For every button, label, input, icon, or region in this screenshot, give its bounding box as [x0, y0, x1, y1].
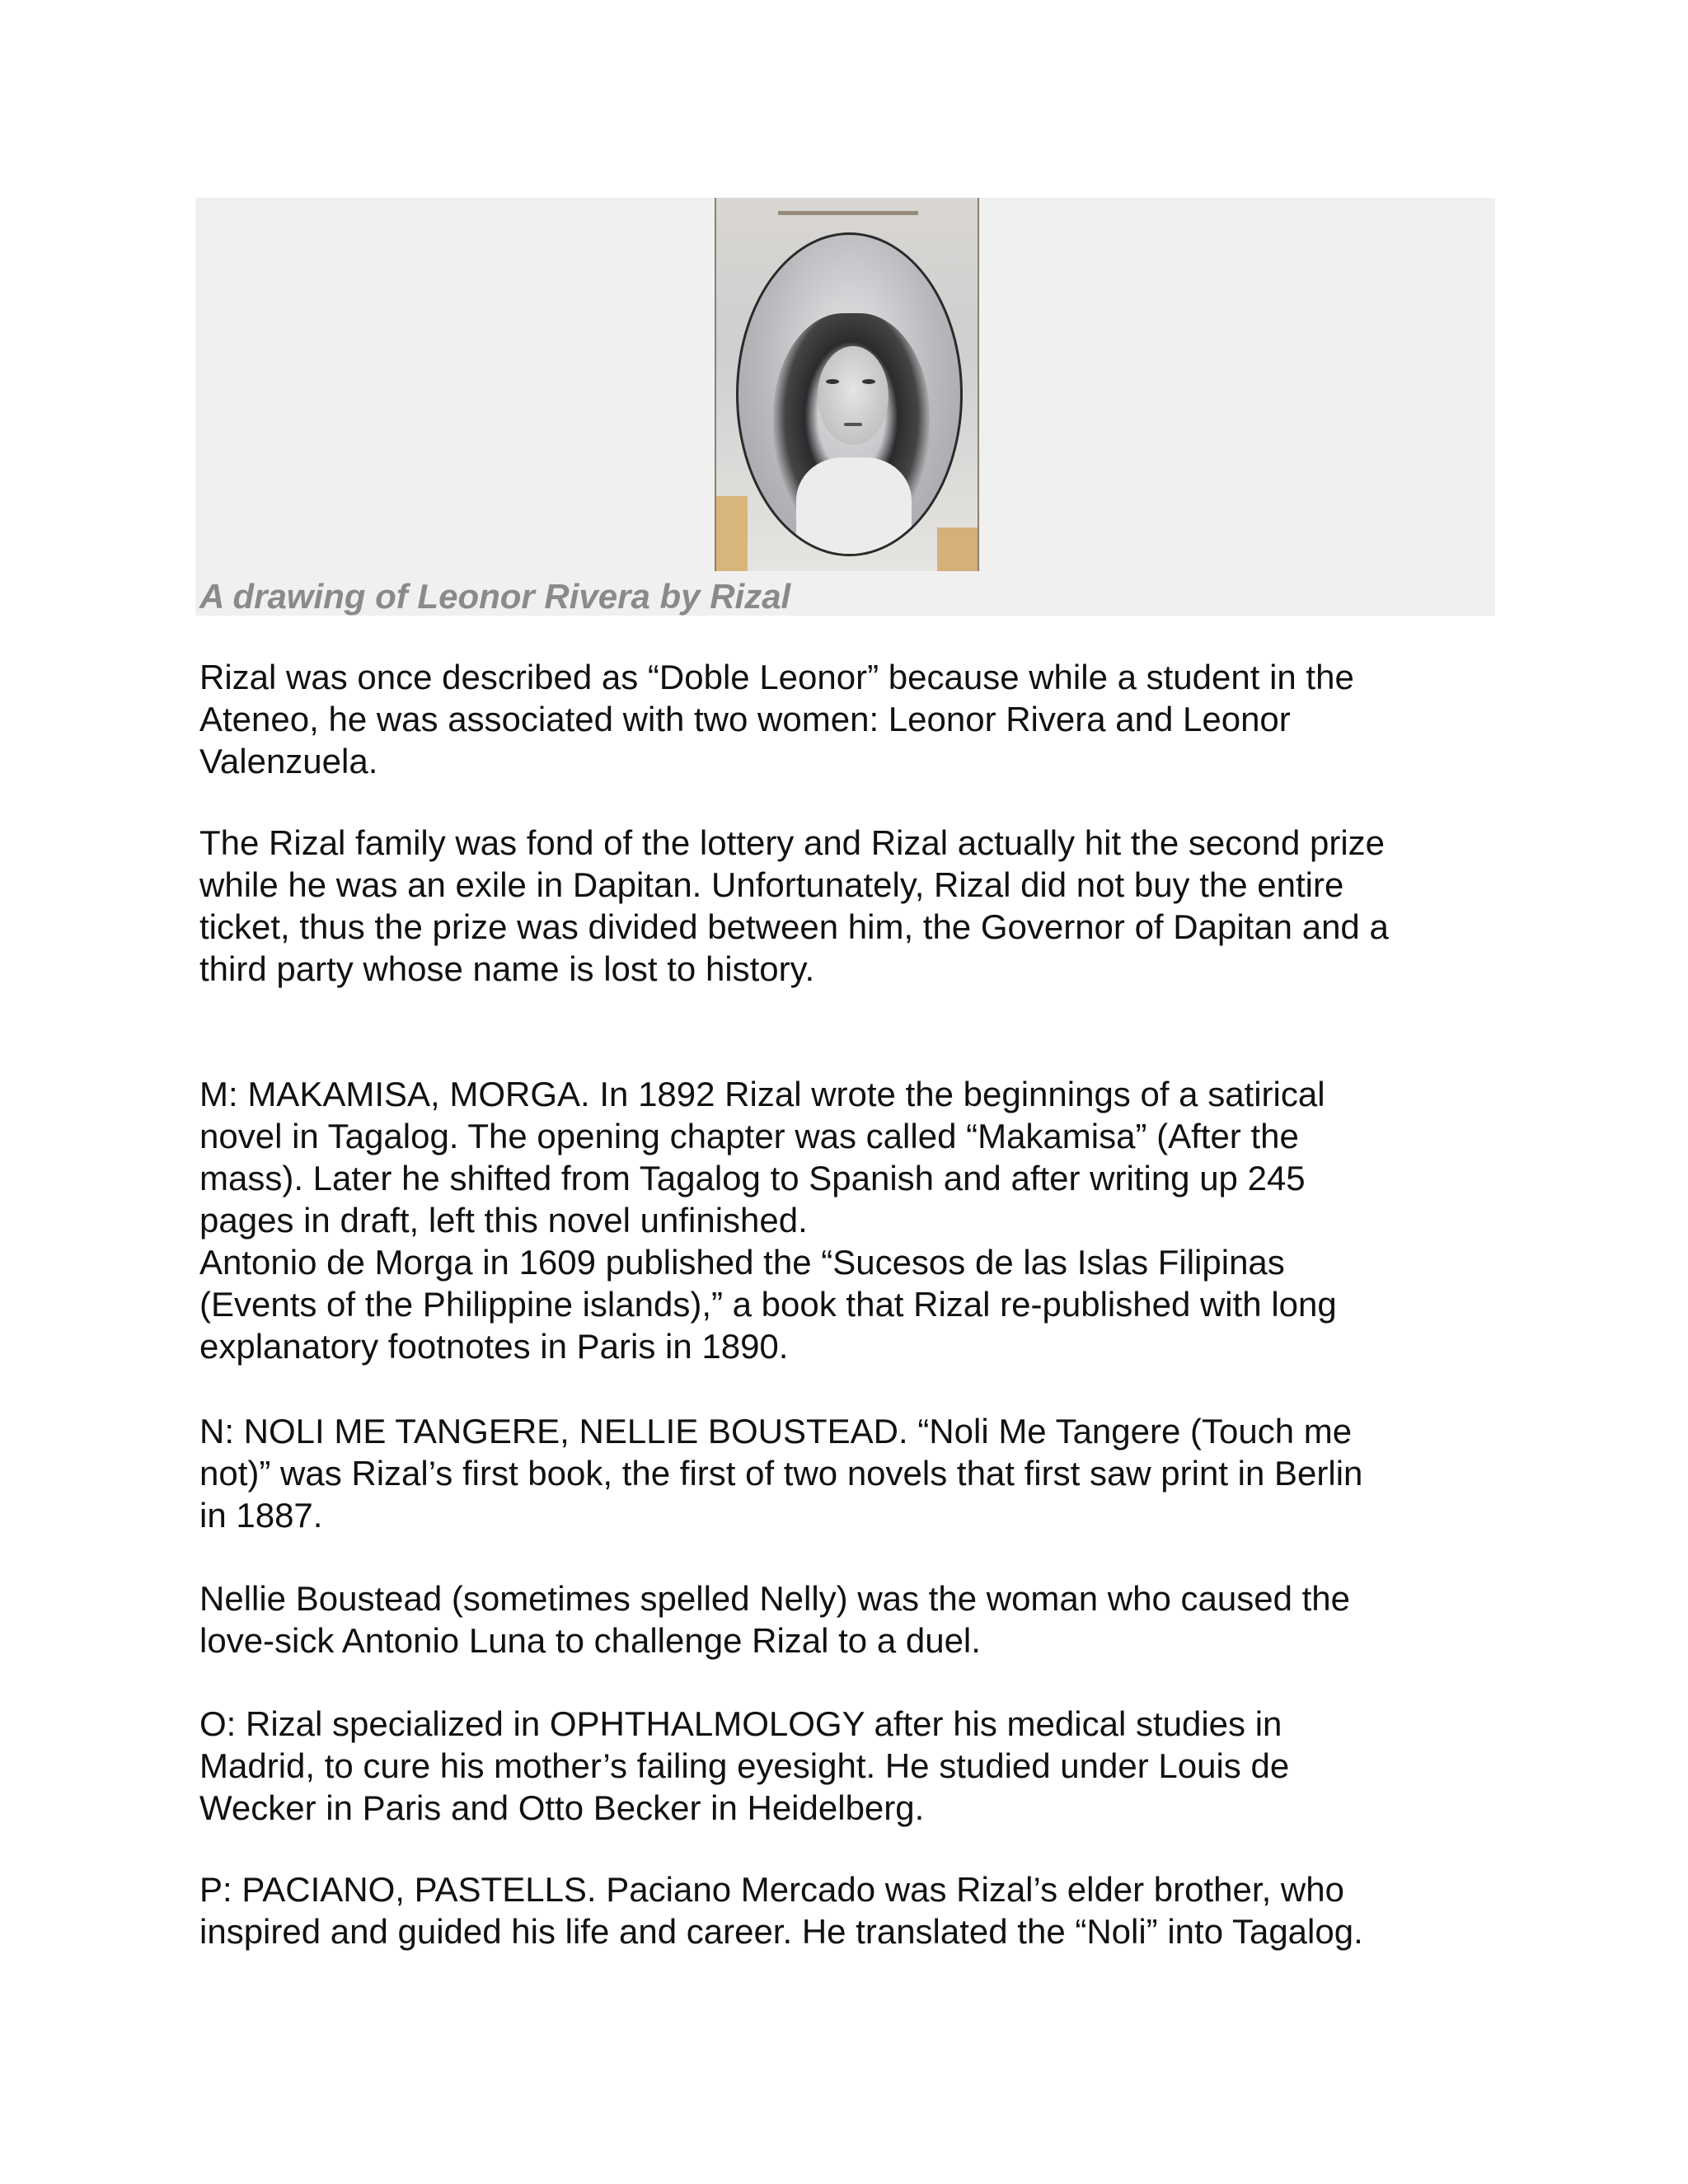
- paragraph-line: not)” was Rizal’s first book, the first of two novels that first saw print in Berlin: [199, 1454, 1363, 1493]
- portrait-label-right: [937, 527, 979, 571]
- paragraph-line: Ateneo, he was associated with two women: Leonor Rivera and Leonor: [199, 700, 1291, 738]
- leonor-rivera-portrait-image: [715, 198, 979, 571]
- portrait-body: [796, 457, 912, 556]
- paragraph-line: Wecker in Paris and Otto Becker in Heidelberg.: [199, 1788, 925, 1827]
- paragraph-line: Rizal was once described as “Doble Leonor” because while a student in the: [199, 658, 1354, 696]
- body-paragraph: [199, 822, 1389, 990]
- paragraph-line: inspired and guided his life and career. He translated the “Noli” into Tagalog.: [199, 1912, 1363, 1951]
- body-paragraph: [199, 656, 1354, 782]
- portrait-eye: [826, 379, 839, 384]
- paragraph-line: in 1887.: [199, 1496, 323, 1535]
- paragraph-line: love-sick Antonio Luna to challenge Rizal to a duel.: [199, 1621, 981, 1660]
- paragraph-line: pages in draft, left this novel unfinished.: [199, 1201, 808, 1240]
- body-paragraph: [199, 1577, 1350, 1661]
- paragraph-line: while he was an exile in Dapitan. Unfortunately, Rizal did not buy the entire: [199, 865, 1344, 904]
- figure-box: [195, 198, 1495, 616]
- paragraph-line: O: Rizal specialized in OPHTHALMOLOGY after his medical studies in: [199, 1704, 1282, 1743]
- portrait-mouth: [844, 423, 862, 426]
- portrait-eye: [862, 379, 875, 384]
- portrait-face: [818, 346, 889, 445]
- body-paragraph: [199, 1073, 1325, 1241]
- portrait-top-label: [778, 211, 918, 215]
- paragraph-line: third party whose name is lost to history.: [199, 949, 815, 988]
- paragraph-line: mass). Later he shifted from Tagalog to Spanish and after writing up 245: [199, 1159, 1306, 1197]
- body-paragraph: [199, 1410, 1362, 1536]
- paragraph-line: P: PACIANO, PASTELLS. Paciano Mercado was Rizal’s elder brother, who: [199, 1870, 1344, 1909]
- paragraph-line: explanatory footnotes in Paris in 1890.: [199, 1327, 789, 1366]
- paragraph-line: N: NOLI ME TANGERE, NELLIE BOUSTEAD. “Noli Me Tangere (Touch me: [199, 1412, 1353, 1451]
- paragraph-line: M: MAKAMISA, MORGA. In 1892 Rizal wrote the beginnings of a satirical: [199, 1075, 1325, 1113]
- paragraph-line: The Rizal family was fond of the lottery and Rizal actually hit the second prize: [199, 823, 1386, 862]
- body-paragraph: [199, 1868, 1363, 1952]
- paragraph-line: Nellie Boustead (sometimes spelled Nelly) was the woman who caused the: [199, 1579, 1351, 1618]
- paragraph-line: Madrid, to cure his mother’s failing eyesight. He studied under Louis de: [199, 1746, 1290, 1785]
- paragraph-line: ticket, thus the prize was divided between him, the Governor of Dapitan and a: [199, 907, 1389, 946]
- body-paragraph: [199, 1241, 1337, 1367]
- paragraph-line: Antonio de Morga in 1609 published the “Sucesos de las Islas Filipinas: [199, 1243, 1285, 1282]
- figure-caption: A drawing of Leonor Rivera by Rizal: [199, 577, 791, 616]
- portrait-label-left: [716, 496, 748, 571]
- body-paragraph: [199, 1703, 1289, 1829]
- paragraph-line: Valenzuela.: [199, 742, 378, 780]
- paragraph-line: (Events of the Philippine islands),” a book that Rizal re-published with long: [199, 1285, 1337, 1324]
- paragraph-line: novel in Tagalog. The opening chapter was called “Makamisa” (After the: [199, 1117, 1299, 1155]
- portrait-oval-frame: [736, 232, 963, 556]
